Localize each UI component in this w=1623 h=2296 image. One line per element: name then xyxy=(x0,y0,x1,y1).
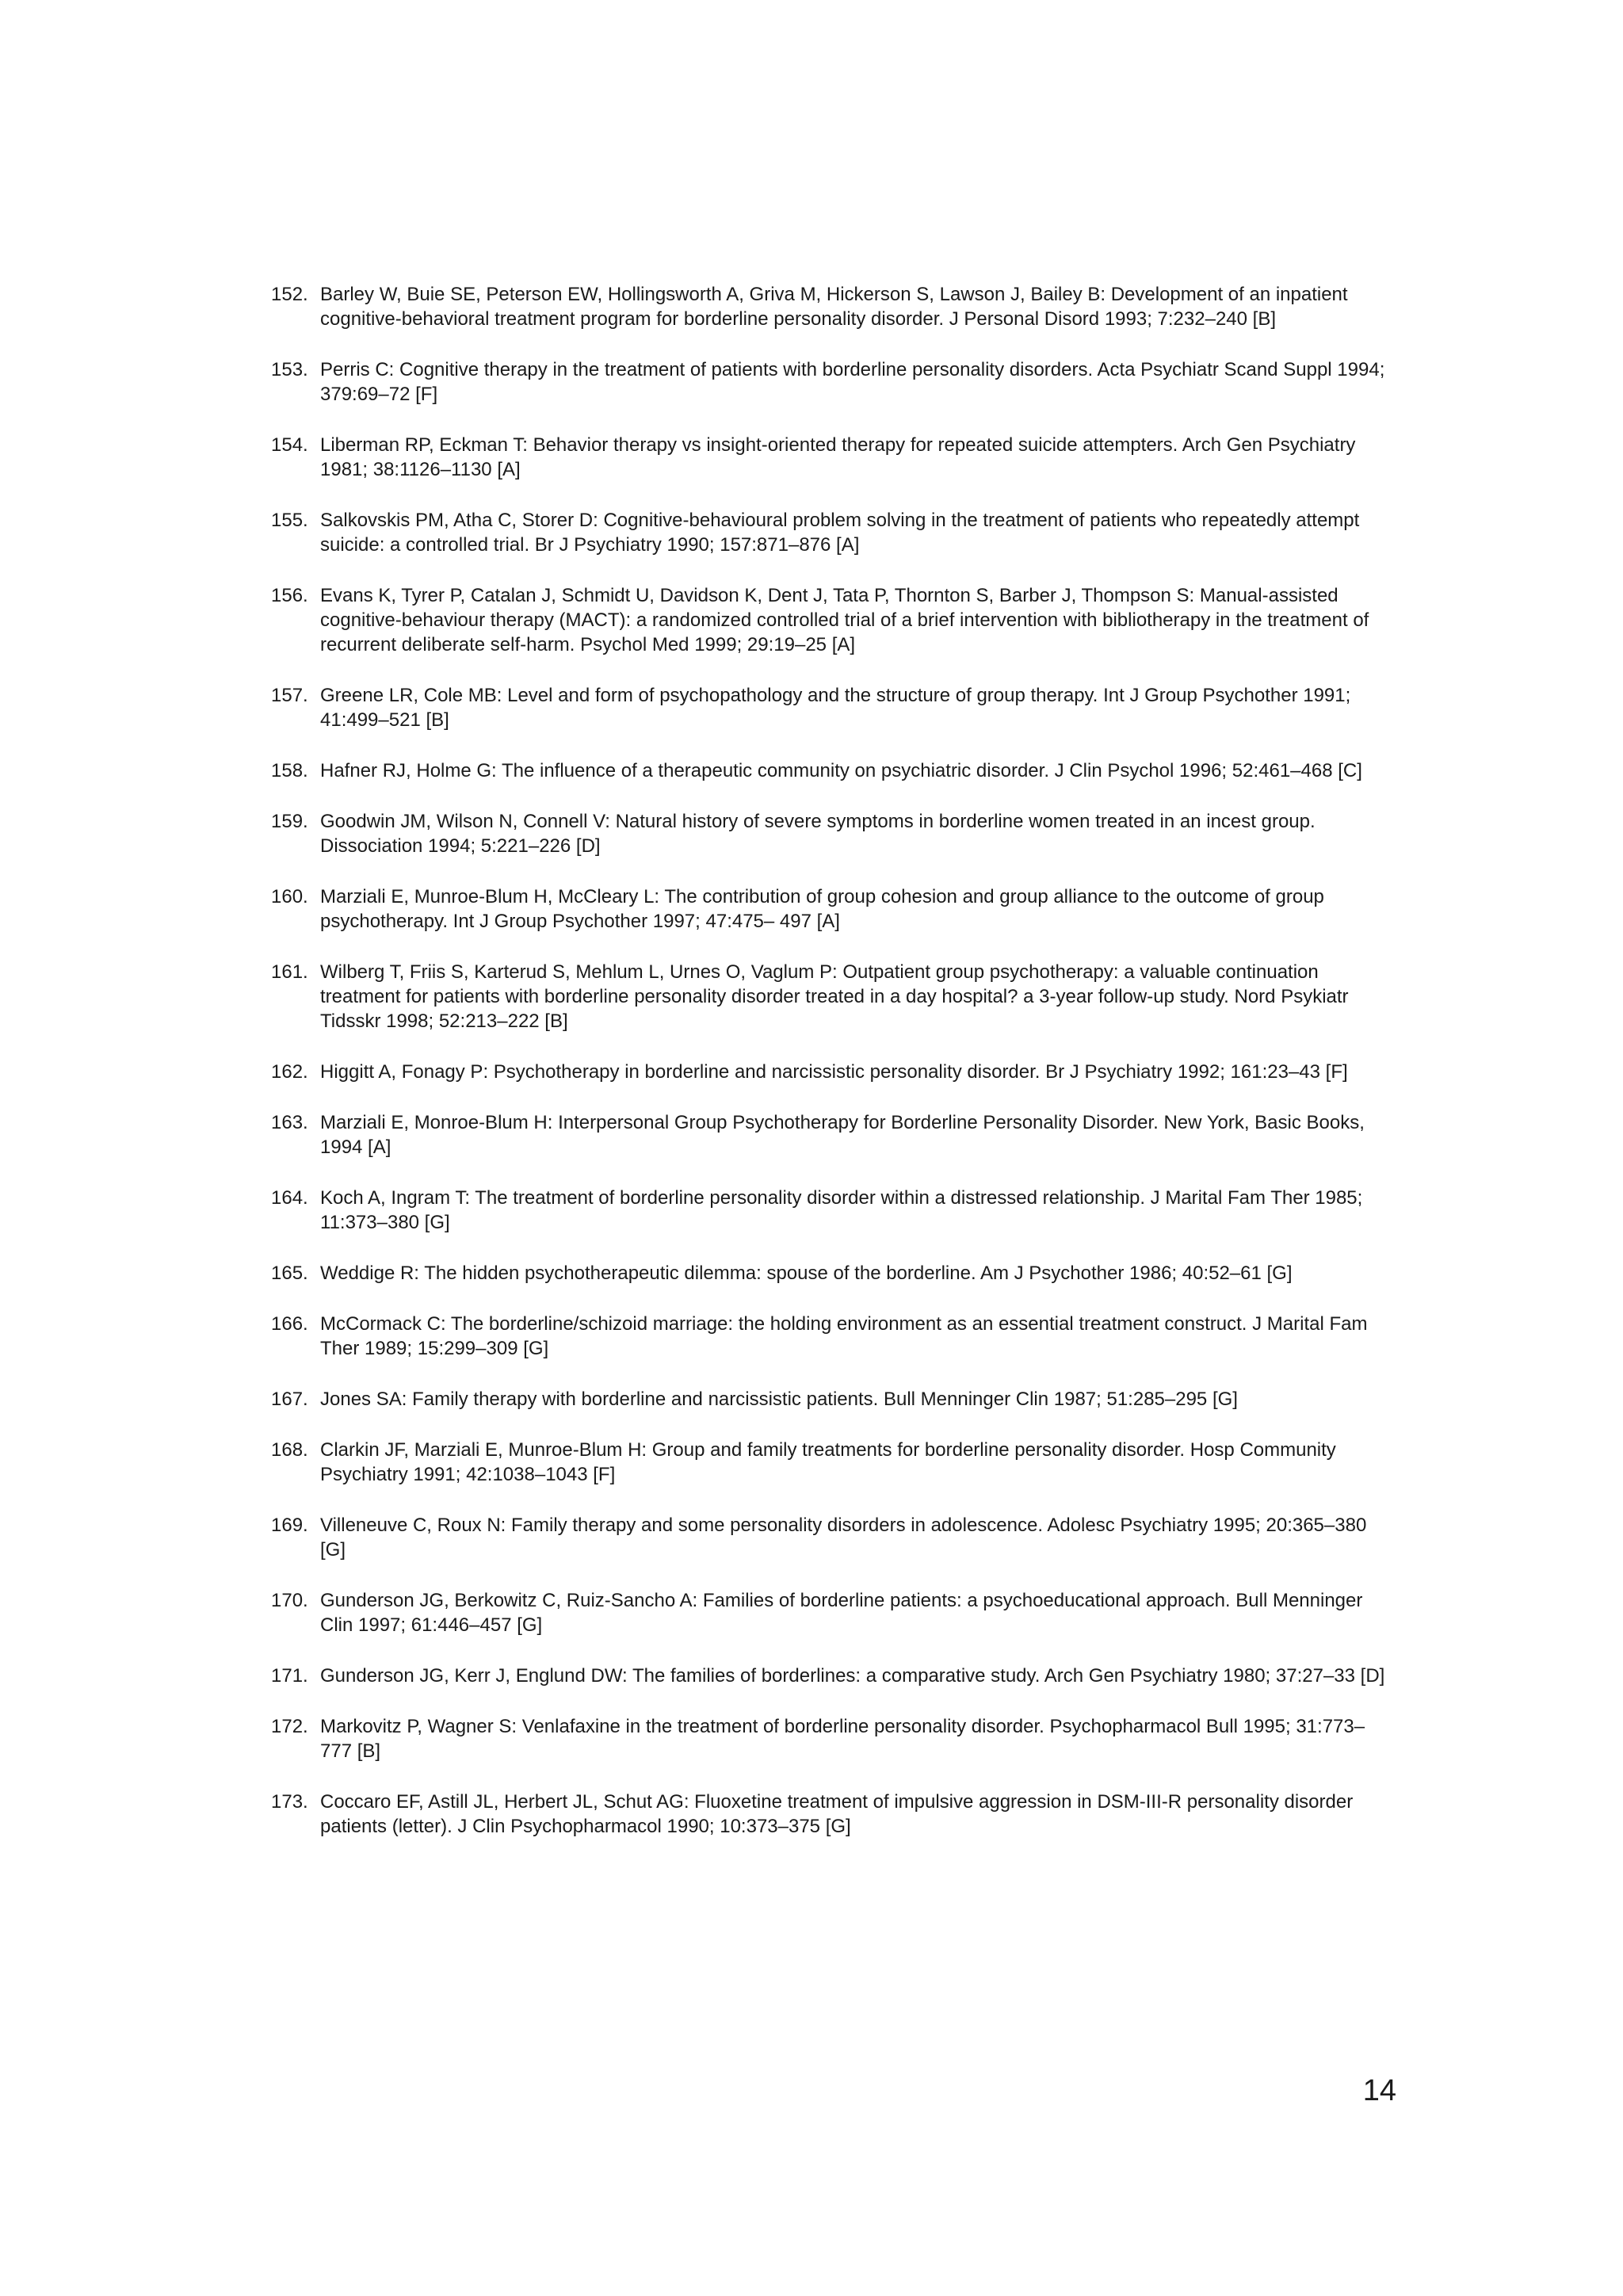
reference-item xyxy=(271,1312,1396,1361)
reference-text: Coccaro EF, Astill JL, Herbert JL, Schut AG: Fluoxetine treatment of impulsive aggression in DSM-III-R personality disorder patients (letter). J Clin Psychopharmacol 1990; 10:373–375 [G] xyxy=(320,1791,1354,1837)
reference-number: 162. xyxy=(271,1061,308,1083)
reference-text: Markovitz P, Wagner S: Venlafaxine in the treatment of borderline personality disorder. Psychopharmacol Bull 1995; 31:773–777 [B] xyxy=(320,1716,1365,1762)
reference-number: 160. xyxy=(271,886,308,907)
reference-item xyxy=(271,1110,1396,1159)
reference-text: Barley W, Buie SE, Peterson EW, Hollingsworth A, Griva M, Hickerson S, Lawson J, Bailey B: Development of an inpatient cognitive-behavioral treatment program for borderline personality disorder. J Personal Disord 1993; 7:232–240 [B] xyxy=(320,284,1348,330)
reference-text: Weddige R: The hidden psychotherapeutic dilemma: spouse of the borderline. Am J Psychother 1986; 40:52–61 [G] xyxy=(320,1263,1293,1284)
reference-item xyxy=(271,357,1396,407)
reference-number: 166. xyxy=(271,1313,308,1335)
reference-number: 154. xyxy=(271,434,308,456)
reference-text: Salkovskis PM, Atha C, Storer D: Cognitive-behavioural problem solving in the treatment of patients who repeatedly attempt suicide: a controlled trial. Br J Psychiatry 1990; 157:871–876 [A] xyxy=(320,510,1360,556)
reference-number: 155. xyxy=(271,510,308,531)
page-number: 14 xyxy=(1362,2074,1396,2107)
reference-item xyxy=(271,1186,1396,1235)
reference-item xyxy=(271,758,1396,783)
reference-number: 159. xyxy=(271,811,308,832)
reference-item xyxy=(271,1261,1396,1286)
reference-number: 169. xyxy=(271,1515,308,1536)
reference-item xyxy=(271,683,1396,732)
reference-number: 171. xyxy=(271,1665,308,1687)
reference-text: Greene LR, Cole MB: Level and form of psychopathology and the structure of group therapy. Int J Group Psychother 1991; 41:499–521 [B] xyxy=(320,685,1351,731)
reference-number: 172. xyxy=(271,1716,308,1737)
reference-item xyxy=(271,809,1396,858)
reference-item xyxy=(271,282,1396,331)
reference-number: 168. xyxy=(271,1439,308,1461)
reference-text: McCormack C: The borderline/schizoid marriage: the holding environment as an essential treatment construct. J Marital Fam Ther 1989; 15:299–309 [G] xyxy=(320,1313,1368,1359)
reference-item xyxy=(271,433,1396,482)
reference-text: Marziali E, Munroe-Blum H, McCleary L: The contribution of group cohesion and group alliance to the outcome of group psychotherapy. Int J Group Psychother 1997; 47:475– 497 [A] xyxy=(320,886,1324,932)
reference-item xyxy=(271,1513,1396,1562)
reference-text: Higgitt A, Fonagy P: Psychotherapy in borderline and narcissistic personality disorder. Br J Psychiatry 1992; 161:23–43 [F] xyxy=(320,1061,1348,1083)
reference-item xyxy=(271,1060,1396,1084)
reference-number: 165. xyxy=(271,1263,308,1284)
reference-item xyxy=(271,960,1396,1033)
reference-item xyxy=(271,1790,1396,1839)
reference-list xyxy=(271,282,1396,1865)
reference-text: Evans K, Tyrer P, Catalan J, Schmidt U, Davidson K, Dent J, Tata P, Thornton S, Barber J, Thompson S: Manual-assisted cognitive-behaviour therapy (MACT): a randomized controlled trial of a brief intervention with bibliotherapy in the treatment of recurrent deliberate self-harm. Psychol Med 1999; 29:19–25 [A] xyxy=(320,585,1369,655)
reference-number: 167. xyxy=(271,1389,308,1410)
reference-item xyxy=(271,1588,1396,1637)
reference-item xyxy=(271,1664,1396,1688)
reference-number: 156. xyxy=(271,585,308,606)
reference-item xyxy=(271,508,1396,557)
reference-text: Gunderson JG, Kerr J, Englund DW: The families of borderlines: a comparative study. Arch Gen Psychiatry 1980; 37:27–33 [D] xyxy=(320,1665,1385,1687)
reference-number: 152. xyxy=(271,284,308,305)
reference-item xyxy=(271,1438,1396,1487)
reference-item xyxy=(271,884,1396,934)
reference-number: 173. xyxy=(271,1791,308,1813)
reference-number: 164. xyxy=(271,1187,308,1209)
reference-text: Hafner RJ, Holme G: The influence of a therapeutic community on psychiatric disorder. J Clin Psychol 1996; 52:461–468 [C] xyxy=(320,760,1362,781)
reference-text: Perris C: Cognitive therapy in the treatment of patients with borderline personality disorders. Acta Psychiatr Scand Suppl 1994; 379:69–72 [F] xyxy=(320,359,1385,405)
reference-text: Wilberg T, Friis S, Karterud S, Mehlum L, Urnes O, Vaglum P: Outpatient group psychotherapy: a valuable continuation treatment for patients with borderline personality disorder treated in a day hospital? a 3-year follow-up study. Nord Psykiatr Tidsskr 1998; 52:213–222 [B] xyxy=(320,961,1349,1032)
reference-item xyxy=(271,1714,1396,1763)
reference-number: 153. xyxy=(271,359,308,380)
reference-text: Jones SA: Family therapy with borderline and narcissistic patients. Bull Menninger Clin 1987; 51:285–295 [G] xyxy=(320,1389,1238,1410)
reference-item xyxy=(271,583,1396,657)
reference-text: Marziali E, Monroe-Blum H: Interpersonal Group Psychotherapy for Borderline Personality Disorder. New York, Basic Books, 1994 [A] xyxy=(320,1112,1365,1158)
reference-item xyxy=(271,1387,1396,1412)
reference-number: 163. xyxy=(271,1112,308,1133)
reference-number: 170. xyxy=(271,1590,308,1611)
reference-text: Goodwin JM, Wilson N, Connell V: Natural history of severe symptoms in borderline women treated in an incest group. Dissociation 1994; 5:221–226 [D] xyxy=(320,811,1316,857)
reference-number: 161. xyxy=(271,961,308,983)
reference-text: Liberman RP, Eckman T: Behavior therapy vs insight-oriented therapy for repeated suicide attempters. Arch Gen Psychiatry 1981; 38:1126–1130 [A] xyxy=(320,434,1356,480)
reference-number: 157. xyxy=(271,685,308,706)
reference-text: Clarkin JF, Marziali E, Munroe-Blum H: Group and family treatments for borderline personality disorder. Hosp Community Psychiatry 1991; 42:1038–1043 [F] xyxy=(320,1439,1336,1485)
reference-text: Koch A, Ingram T: The treatment of borderline personality disorder within a distressed relationship. J Marital Fam Ther 1985; 11:373–380 [G] xyxy=(320,1187,1363,1233)
reference-number: 158. xyxy=(271,760,308,781)
reference-text: Gunderson JG, Berkowitz C, Ruiz-Sancho A: Families of borderline patients: a psychoeducational approach. Bull Menninger Clin 1997; 61:446–457 [G] xyxy=(320,1590,1363,1636)
reference-text: Villeneuve C, Roux N: Family therapy and some personality disorders in adolescence. Adolesc Psychiatry 1995; 20:365–380 [G] xyxy=(320,1515,1367,1561)
